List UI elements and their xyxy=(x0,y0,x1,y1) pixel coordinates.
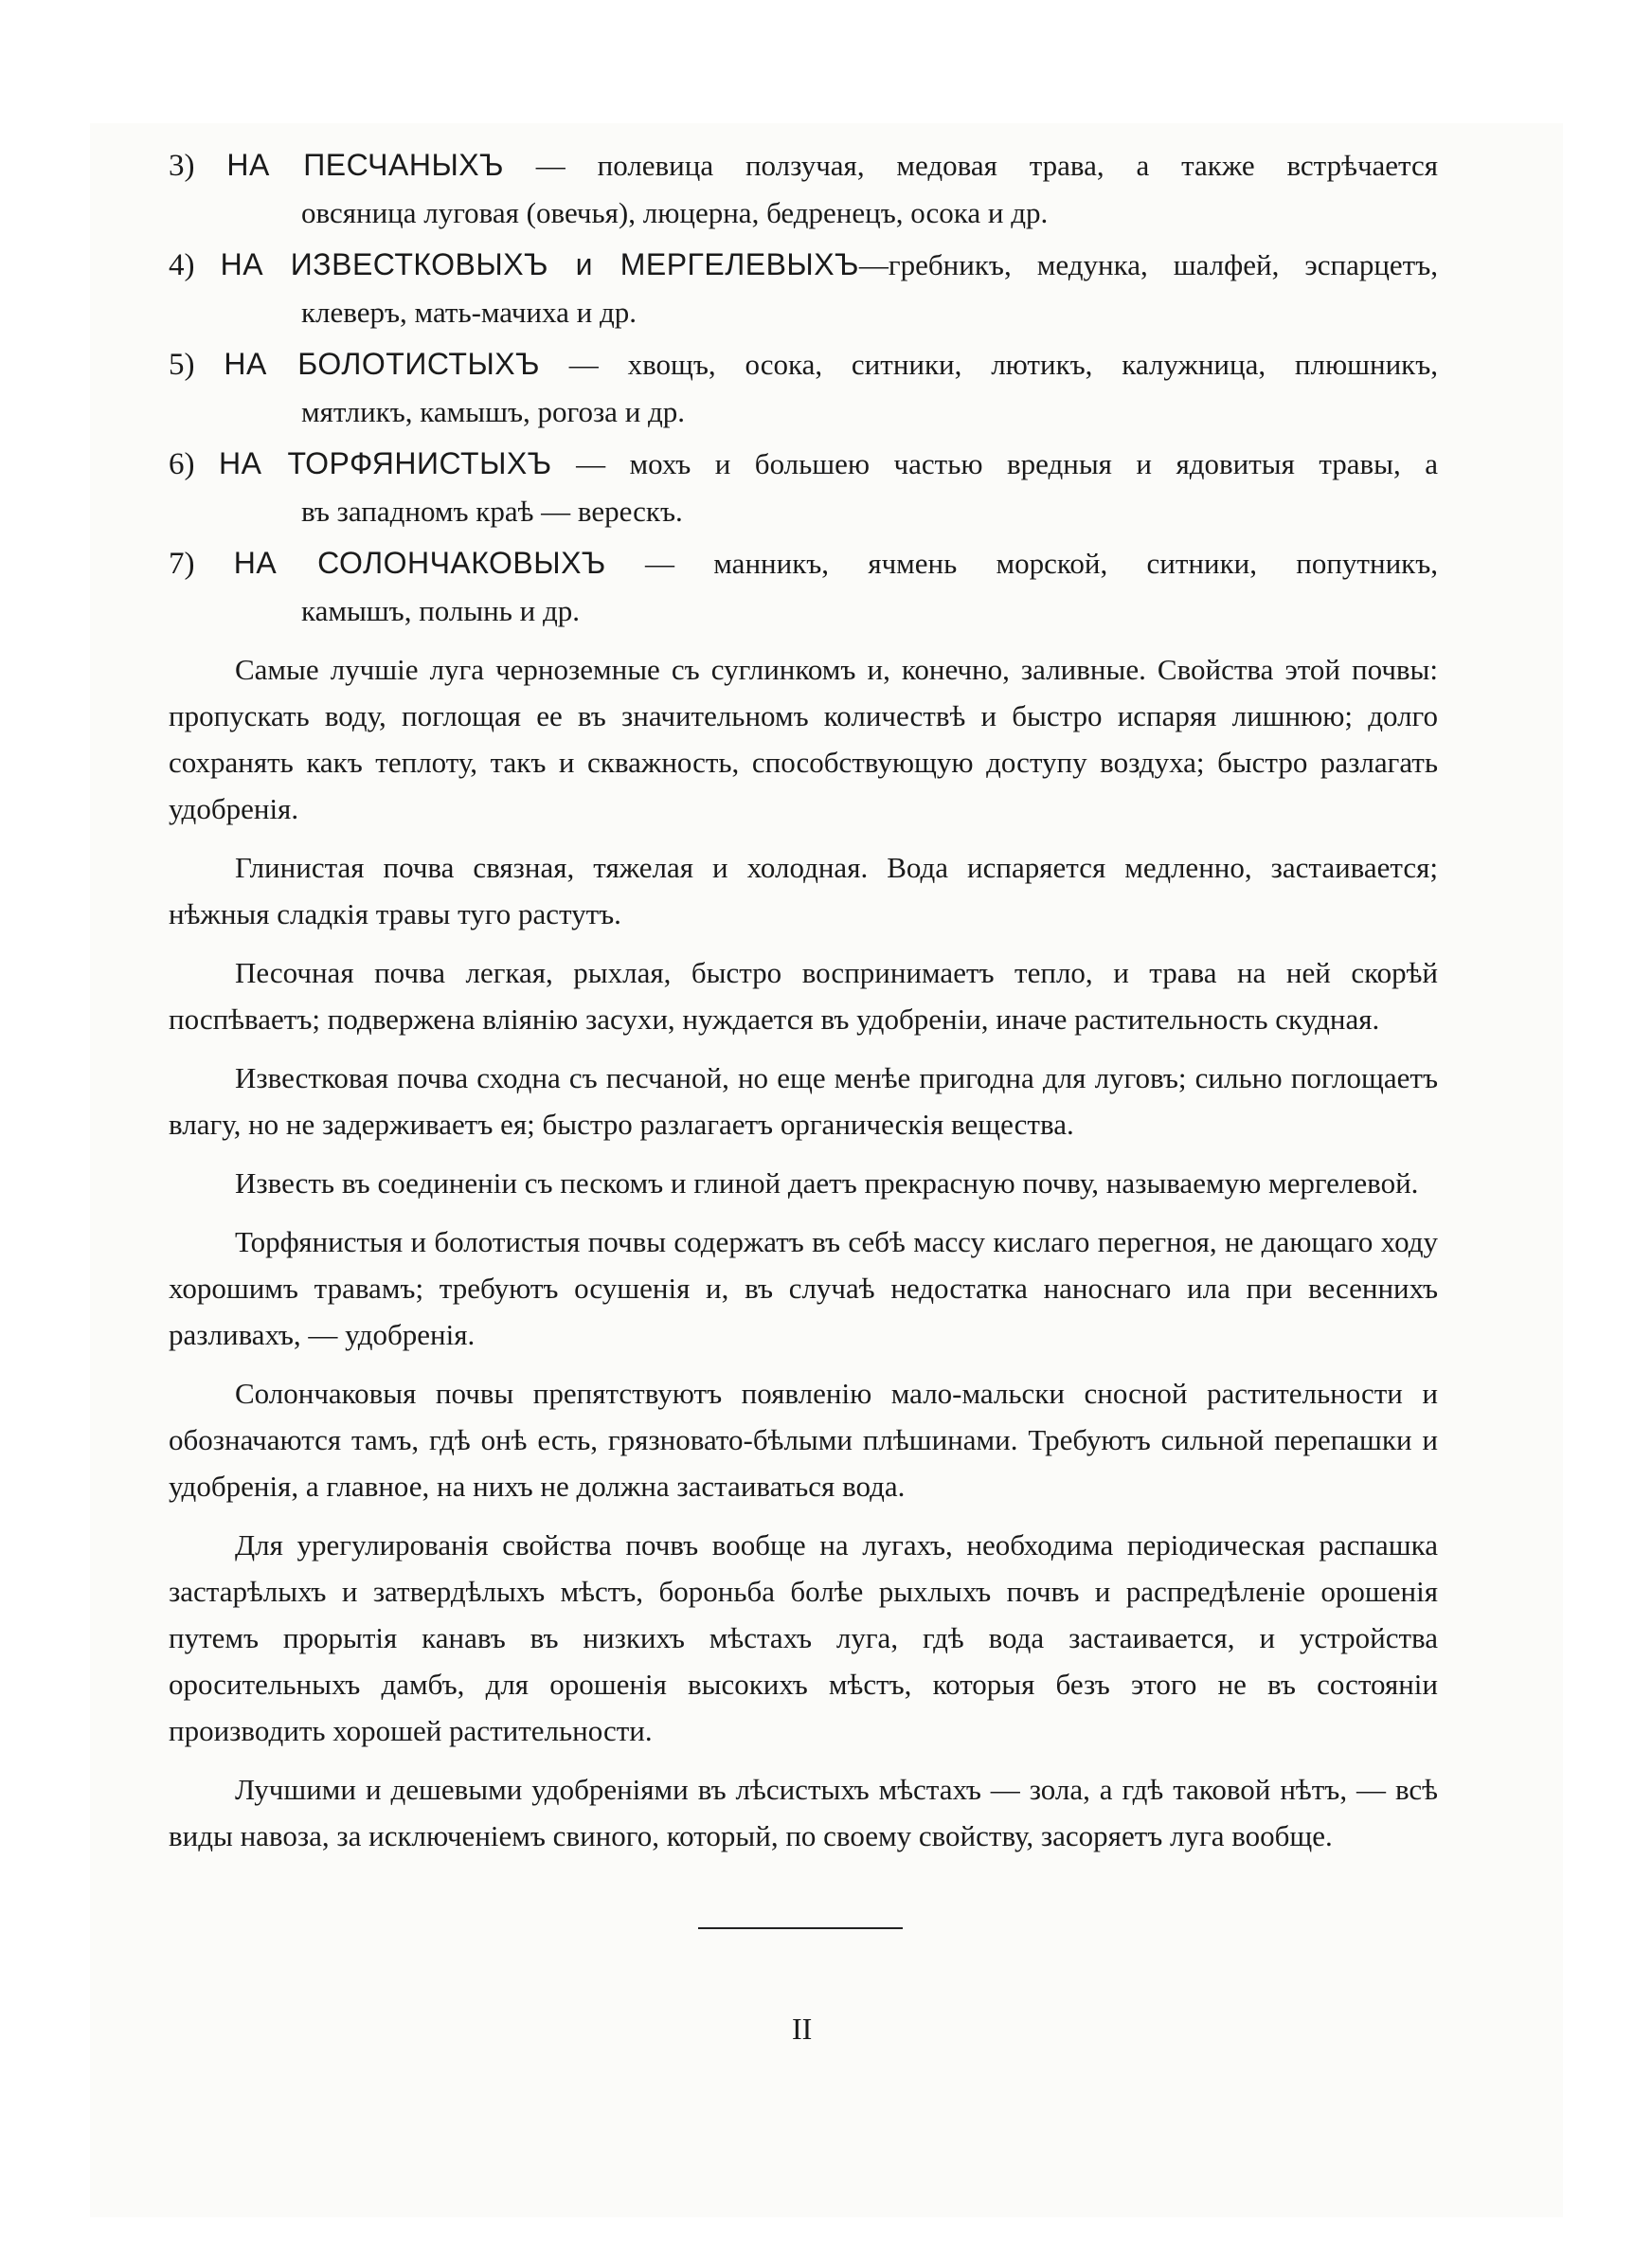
list-item-first-line xyxy=(169,142,1438,190)
paragraph: Солончаковыя почвы препятствуютъ появленію мало-мальски сносной растительности и обозначаются тамъ, гдѣ онѣ есть, грязновато-бѣлыми плѣшинами. Требуютъ сильной перепашки и удобренія, а главное, на нихъ не должна застаиваться вода. xyxy=(169,1377,1438,1503)
list-item-text: — полевица ползучая, медовая трава, а также встрѣчается xyxy=(503,149,1438,182)
page-number: II xyxy=(792,2012,813,2046)
list-item-continuation: овсяница луговая (овечья), люцерна, бедренецъ, осока и др. xyxy=(301,196,1049,229)
list-item xyxy=(169,242,1438,335)
list-item-number: 5) xyxy=(169,348,195,382)
list-item-first-line xyxy=(169,242,1438,289)
list-item-number: 7) xyxy=(169,547,195,581)
list-item-first-line xyxy=(169,341,1438,388)
list-item xyxy=(169,441,1438,534)
list-item-text: —гребникъ, медунка, шалфей, эспарцетъ, xyxy=(858,248,1439,281)
list-item-text: — мохъ и большею частью вредныя и ядовитыя травы, а xyxy=(551,447,1439,480)
list-item-heading: НА ПЕСЧАНЫХЪ xyxy=(226,148,504,182)
paragraph: Самые лучшіе луга черноземные съ суглинкомъ и, конечно, заливные. Свойства этой почвы: пропускать воду, поглощая ее въ значительномъ количествѣ и быстро испаряя лишнюю; долго сохранять какъ теплоту, такъ и скважность, способствующую доступу воздуха; быстро разлагать удобренія. xyxy=(169,653,1438,825)
list-item xyxy=(169,142,1438,236)
paragraph: Глинистая почва связная, тяжелая и холодная. Вода испаряется медленно, застаивается; нѣжныя сладкія травы туго растутъ. xyxy=(169,851,1438,930)
list-item-first-line xyxy=(169,441,1438,488)
list-item-continuation: мятликъ, камышъ, рогоза и др. xyxy=(301,395,686,428)
list-item-continuation: камышъ, полынь и др. xyxy=(301,594,581,627)
list-item-number: 4) xyxy=(169,248,195,282)
list-item xyxy=(169,540,1438,634)
list-item xyxy=(169,341,1438,435)
list-item-number: 3) xyxy=(169,149,195,183)
list-item-heading: НА БОЛОТИСТЫХЪ xyxy=(224,347,540,381)
section-divider xyxy=(698,1927,903,1929)
list-item-heading: НА СОЛОНЧАКОВЫХЪ xyxy=(233,546,606,580)
list-item-text: — манникъ, ячмень морской, ситники, попутникъ, xyxy=(605,547,1438,580)
list-item-heading: НА ИЗВЕСТКОВЫХЪ и МЕРГЕЛЕВЫХЪ xyxy=(220,247,859,281)
list-item-heading: НА ТОРФЯНИСТЫХЪ xyxy=(218,446,552,480)
soil-type-list xyxy=(169,142,1438,634)
list-item-continuation: въ западномъ краѣ — верескъ. xyxy=(301,495,683,528)
list-item-first-line xyxy=(169,540,1438,587)
list-item-number: 6) xyxy=(169,447,195,481)
paragraph: Известковая почва сходна съ песчаной, но еще менѣе пригодна для луговъ; сильно поглощаетъ влагу, но не задерживаетъ ея; быстро разлагаетъ органическія вещества. xyxy=(169,1061,1438,1141)
list-item-continuation: клеверъ, мать-мачиха и др. xyxy=(301,296,637,329)
paragraph: Лучшими и дешевыми удобреніями въ лѣсистыхъ мѣстахъ — зола, а гдѣ таковой нѣтъ, — всѣ виды навоза, за исключеніемъ свиного, который, по своему свойству, засоряетъ луга вообще. xyxy=(169,1773,1438,1852)
paragraph: Известь въ соединеніи съ пескомъ и глиной даетъ прекрасную почву, называемую мергелевой. xyxy=(235,1166,1419,1200)
paragraph: Для урегулированія свойства почвъ вообще на лугахъ, необходима періодическая распашка застарѣлыхъ и затвердѣлыхъ мѣстъ, бороньба болѣе рыхлыхъ почвъ и распредѣленіе орошенія путемъ прорытія канавъ въ низкихъ мѣстахъ луга, гдѣ вода застаивается, и устройства оросительныхъ дамбъ, для орошенія высокихъ мѣстъ, которыя безъ этого не въ состояніи производить хорошей растительности. xyxy=(169,1528,1438,1747)
paragraph: Торфянистыя и болотистыя почвы содержатъ въ себѣ массу кислаго перегноя, не дающаго ходу хорошимъ травамъ; требуютъ осушенія и, въ случаѣ недостатка наноснаго ила при весеннихъ разливахъ, — удобренія. xyxy=(169,1225,1438,1351)
document-body xyxy=(169,142,1438,1859)
list-item-text: — хвощъ, осока, ситники, лютикъ, калужница, плюшникъ, xyxy=(539,348,1439,381)
paragraph: Песочная почва легкая, рыхлая, быстро воспринимаетъ тепло, и трава на ней скорѣй поспѣваетъ; подвержена вліянію засухи, нуждается въ удобреніи, иначе растительность скудная. xyxy=(169,956,1438,1036)
